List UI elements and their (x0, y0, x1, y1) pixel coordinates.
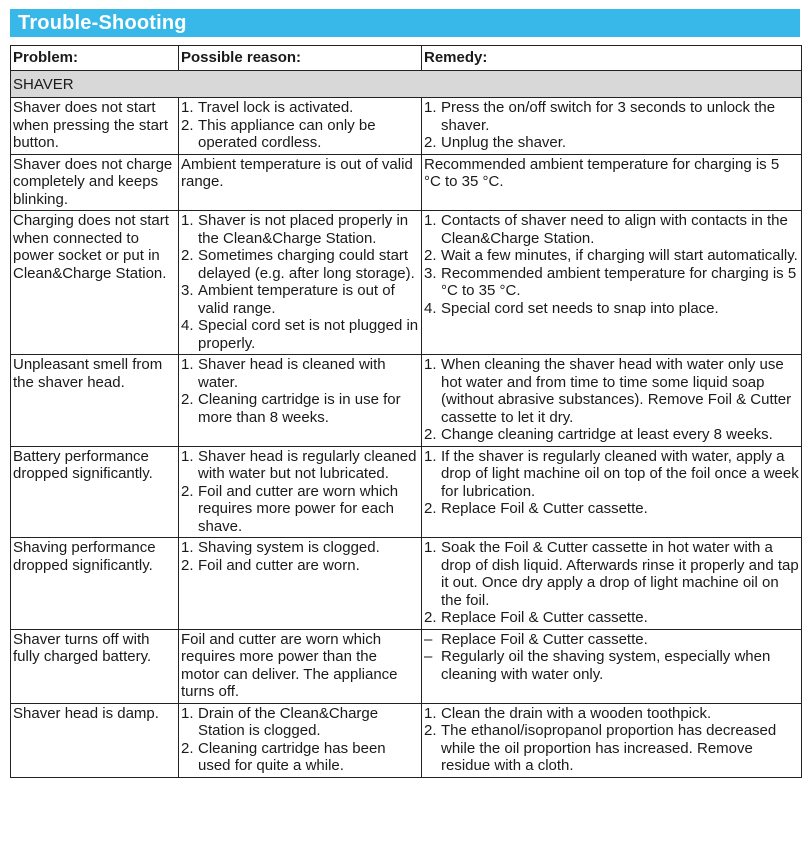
remedy-cell (422, 98, 802, 155)
list-text: Shaver head is regularly cleaned with water but not lubricated. (198, 447, 417, 482)
list-text: Shaver is not placed properly in the Clean&Charge Station. (198, 212, 409, 247)
list-marker: 1. (181, 99, 194, 116)
list-item (181, 356, 419, 391)
item-list (424, 448, 799, 518)
list-text: Ambient temperature is out of valid range. (198, 282, 395, 317)
item-list (181, 448, 419, 536)
list-marker: 2. (424, 609, 437, 626)
remedy-cell (422, 355, 802, 447)
list-item (424, 648, 799, 683)
list-item (181, 247, 419, 282)
table-row (11, 446, 802, 538)
table-row (11, 538, 802, 630)
list-marker: 2. (181, 556, 194, 574)
list-text: Contacts of shaver need to align with contacts in the Clean&Charge Station. (441, 212, 788, 247)
list-item (424, 300, 799, 318)
list-item (181, 705, 419, 740)
list-marker: 1. (424, 356, 437, 373)
list-marker: – (424, 648, 433, 665)
list-text: Regularly oil the shaving system, especially when cleaning with water only. (441, 648, 771, 683)
problem-cell: Battery performance dropped significantly. (11, 446, 179, 538)
reason-cell (179, 538, 422, 630)
list-marker: 1. (424, 99, 437, 116)
list-marker: 1. (181, 704, 194, 722)
list-marker: 1. (181, 539, 194, 556)
remedy-cell (422, 703, 802, 777)
title-bar (10, 9, 800, 37)
list-marker: 1. (181, 212, 194, 229)
list-item (424, 722, 799, 775)
list-marker: 2. (424, 134, 437, 151)
list-text: Shaver head is cleaned with water. (198, 356, 386, 391)
list-text: This appliance can only be operated cordless. (198, 116, 376, 151)
list-text: Shaving system is clogged. (198, 539, 380, 556)
list-text: Cleaning cartridge has been used for quite a while. (198, 739, 386, 774)
list-item (424, 500, 799, 518)
table-row (11, 211, 802, 355)
list-marker: 2. (181, 739, 194, 757)
list-item (181, 282, 419, 317)
item-list (181, 539, 419, 574)
list-marker: 2. (181, 116, 194, 134)
list-marker: 1. (424, 447, 437, 465)
list-marker: 1. (424, 212, 437, 229)
list-marker: 4. (181, 317, 194, 334)
reason-text: Ambient temperature is out of valid range. (181, 155, 413, 190)
list-item (181, 539, 419, 557)
list-item (424, 99, 799, 134)
list-marker: 1. (424, 539, 437, 556)
item-list (181, 99, 419, 152)
list-text: Change cleaning cartridge at least every 8 weeks. (441, 426, 773, 443)
list-marker: – (424, 630, 433, 648)
list-item (181, 117, 419, 152)
problem-cell: Shaver does not charge completely and keeps blinking. (11, 154, 179, 211)
item-list (424, 705, 799, 775)
list-item (424, 539, 799, 609)
list-item (424, 609, 799, 627)
troubleshooting-table (10, 45, 802, 778)
page-title: Trouble-Shooting (18, 12, 187, 34)
list-marker: 2. (181, 482, 194, 500)
list-text: When cleaning the shaver head with water only use hot water and from time to time some liquid soap (without abrasive substances). Remove Foil & Cutter cassette to let it dry. (441, 356, 792, 426)
item-list (181, 356, 419, 426)
list-text: Replace Foil & Cutter cassette. (441, 630, 648, 648)
problem-cell: Unpleasant smell from the shaver head. (11, 355, 179, 447)
item-list (424, 539, 799, 627)
list-text: Travel lock is activated. (198, 99, 354, 116)
list-marker: 4. (424, 299, 437, 317)
list-item (424, 212, 799, 247)
list-item (424, 631, 799, 649)
problem-cell: Shaver turns off with fully charged battery. (11, 629, 179, 703)
list-text: Recommended ambient temperature for charging is 5 °C to 35 °C. (441, 264, 797, 299)
remedy-cell (422, 629, 802, 703)
list-item (181, 740, 419, 775)
remedy-cell (422, 154, 802, 211)
problem-cell: Shaver does not start when pressing the start button. (11, 98, 179, 155)
reason-cell (179, 629, 422, 703)
item-list (181, 705, 419, 775)
section-row (11, 70, 802, 98)
reason-cell (179, 211, 422, 355)
table-row (11, 703, 802, 777)
item-list (424, 99, 799, 152)
list-item (424, 356, 799, 426)
list-text: Foil and cutter are worn which requires more power for each shave. (198, 482, 399, 535)
reason-cell (179, 355, 422, 447)
problem-cell: Shaving performance dropped significantly. (11, 538, 179, 630)
list-item (181, 317, 419, 352)
list-marker: 1. (181, 356, 194, 373)
list-text: Wait a few minutes, if charging will start automatically. (441, 247, 798, 264)
list-marker: 2. (181, 247, 194, 264)
list-text: The ethanol/isopropanol proportion has decreased while the oil proportion has increased. Remove residue with a cloth. (441, 722, 777, 774)
list-text: Special cord set is not plugged in properly. (198, 317, 419, 352)
reason-text: Foil and cutter are worn which requires more power than the motor can deliver. The appliance turns off. (181, 630, 398, 700)
table-row (11, 154, 802, 211)
list-marker: 2. (424, 426, 437, 443)
list-item (181, 391, 419, 426)
list-text: Soak the Foil & Cutter cassette in hot water with a drop of dish liquid. Afterwards rinse it properly and tap it out. Once dry apply a drop of light machine oil on the foil. (441, 539, 799, 609)
list-text: Drain of the Clean&Charge Station is clogged. (198, 704, 379, 739)
list-marker: 2. (424, 722, 437, 739)
reason-cell (179, 703, 422, 777)
table-row (11, 629, 802, 703)
list-item (424, 705, 799, 723)
list-item (424, 247, 799, 265)
item-list (424, 631, 799, 684)
table-row (11, 98, 802, 155)
list-marker: 3. (181, 282, 194, 299)
item-list (181, 212, 419, 352)
list-text: Replace Foil & Cutter cassette. (441, 609, 648, 626)
list-marker: 2. (424, 500, 437, 517)
list-marker: 2. (181, 391, 194, 408)
list-text: Foil and cutter are worn. (198, 556, 360, 574)
remedy-cell (422, 211, 802, 355)
list-text: Sometimes charging could start delayed (e.g. after long storage). (198, 247, 415, 282)
header-row (11, 46, 802, 71)
header-reason: Possible reason: (179, 46, 422, 71)
reason-cell (179, 154, 422, 211)
list-item (181, 557, 419, 575)
section-label: SHAVER (11, 70, 802, 98)
reason-cell (179, 446, 422, 538)
table-row (11, 355, 802, 447)
list-marker: 1. (181, 447, 194, 465)
list-text: Cleaning cartridge is in use for more than 8 weeks. (198, 391, 401, 426)
list-marker: 1. (424, 704, 437, 722)
item-list (424, 212, 799, 317)
problem-cell: Shaver head is damp. (11, 703, 179, 777)
list-marker: 2. (424, 247, 437, 264)
list-item (424, 448, 799, 501)
list-item (181, 212, 419, 247)
list-item (181, 483, 419, 536)
header-problem: Problem: (11, 46, 179, 71)
list-item (181, 448, 419, 483)
list-text: Special cord set needs to snap into place. (441, 299, 719, 317)
reason-cell (179, 98, 422, 155)
list-item (181, 99, 419, 117)
list-text: Clean the drain with a wooden toothpick. (441, 704, 712, 722)
list-item (424, 265, 799, 300)
list-text: Replace Foil & Cutter cassette. (441, 500, 648, 517)
list-item (424, 426, 799, 444)
list-text: Press the on/off switch for 3 seconds to unlock the shaver. (441, 99, 776, 134)
remedy-cell (422, 538, 802, 630)
header-remedy: Remedy: (422, 46, 802, 71)
list-marker: 3. (424, 264, 437, 282)
remedy-text: Recommended ambient temperature for charging is 5 °C to 35 °C. (424, 155, 780, 190)
problem-cell: Charging does not start when connected to power socket or put in Clean&Charge Station. (11, 211, 179, 355)
list-item (424, 134, 799, 152)
list-text: Unplug the shaver. (441, 134, 567, 151)
list-text: If the shaver is regularly cleaned with water, apply a drop of light machine oil on top of the foil once a week for lubrication. (441, 447, 799, 500)
item-list (424, 356, 799, 444)
remedy-cell (422, 446, 802, 538)
